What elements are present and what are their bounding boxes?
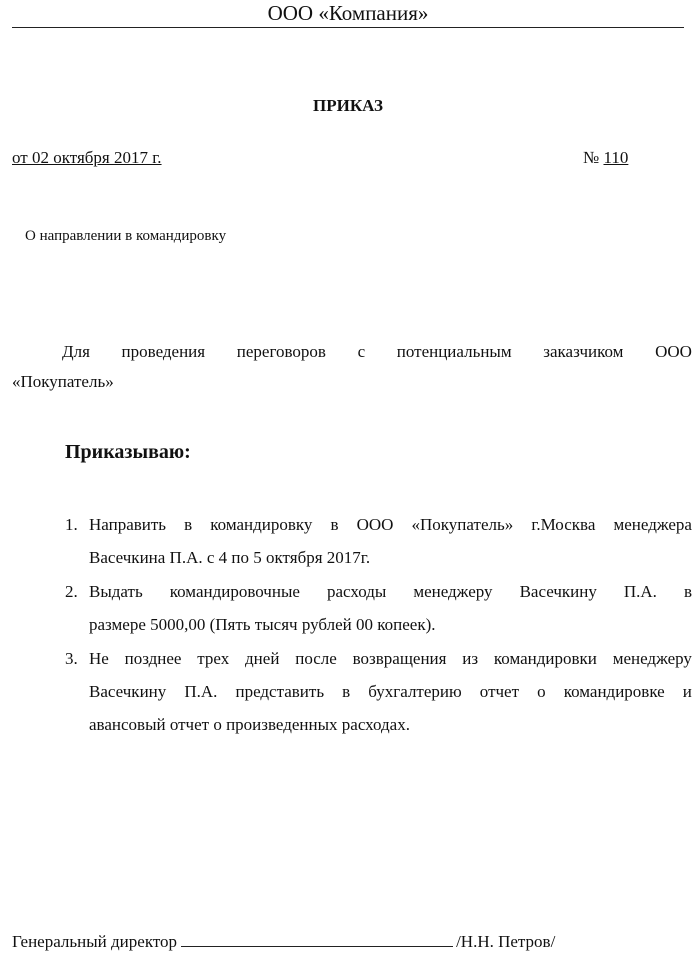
order-number [583,147,628,169]
signature-block [12,929,555,954]
intro-word: проведения [121,342,206,361]
intro-word: Для [62,342,90,361]
item-word: дней [245,649,280,668]
item-word: Направить [89,515,167,534]
item-word: представить [235,682,325,701]
item-word: и [682,682,692,701]
item-word: о [537,682,546,701]
item-word: позднее [124,649,182,668]
item-line [89,675,692,708]
item-word: в [683,582,692,601]
item-word: после [295,649,337,668]
item-word: командировки [493,649,597,668]
document-title: ПРИКАЗ [313,96,383,115]
order-heading: Приказываю: [65,441,191,463]
item-word: командировочные [169,582,300,601]
item-number: 3. [65,649,78,668]
order-subject: О направлении в командировку [25,228,227,244]
order-item-2 [12,575,692,641]
signer-position: Генеральный директор [12,932,178,951]
item-line: авансовый отчет о произведенных расходах. [89,715,410,734]
number-sign: № [583,148,600,167]
signature-line [181,929,453,947]
item-word: расходы [326,582,387,601]
item-word: Васечкину [519,582,597,601]
signer-name: /Н.Н. Петров/ [456,932,556,951]
item-word: в [342,682,351,701]
item-line: размере 5000,00 (Пять тысяч рублей 00 копеек). [89,615,436,634]
order-date: от 02 октября 2017 г. [12,148,162,167]
company-name: ООО «Компания» [267,1,429,25]
intro-word: заказчиком [543,342,624,361]
item-word: из [462,649,479,668]
item-word: в [184,515,193,534]
item-word: командировку [210,515,313,534]
order-items-list [12,508,692,742]
order-item-1 [12,508,692,574]
item-word: отчет [479,682,520,701]
item-word: Не [89,649,109,668]
item-word: г.Москва [531,515,596,534]
item-word: командировке [563,682,665,701]
intro-word: потенциальным [396,342,512,361]
item-word: трех [197,649,230,668]
intro-paragraph [12,337,692,397]
item-word: менеджера [613,515,692,534]
intro-word: ООО [655,342,692,361]
item-word: менеджеру [612,649,692,668]
intro-word: с [357,342,366,361]
number-value: 110 [603,148,629,167]
item-word: возвращения [352,649,447,668]
item-word: Васечкину [89,682,167,701]
header-divider [12,27,684,28]
item-line [89,642,692,675]
item-word: бухгалтерию [368,682,462,701]
item-number: 1. [65,515,78,534]
item-word: П.А. [184,682,218,701]
item-word: «Покупатель» [411,515,514,534]
item-word: в [330,515,339,534]
item-line [89,575,692,608]
item-word: П.А. [623,582,657,601]
item-line [89,508,692,541]
intro-line-2: «Покупатель» [12,372,114,391]
item-line: Васечкина П.А. с 4 по 5 октября 2017г. [89,548,371,567]
item-word: ООО [356,515,394,534]
item-word: Выдать [89,582,143,601]
intro-line-1 [12,337,692,367]
order-item-3 [12,642,692,741]
intro-word: переговоров [236,342,326,361]
item-number: 2. [65,582,78,601]
item-word: менеджеру [413,582,493,601]
